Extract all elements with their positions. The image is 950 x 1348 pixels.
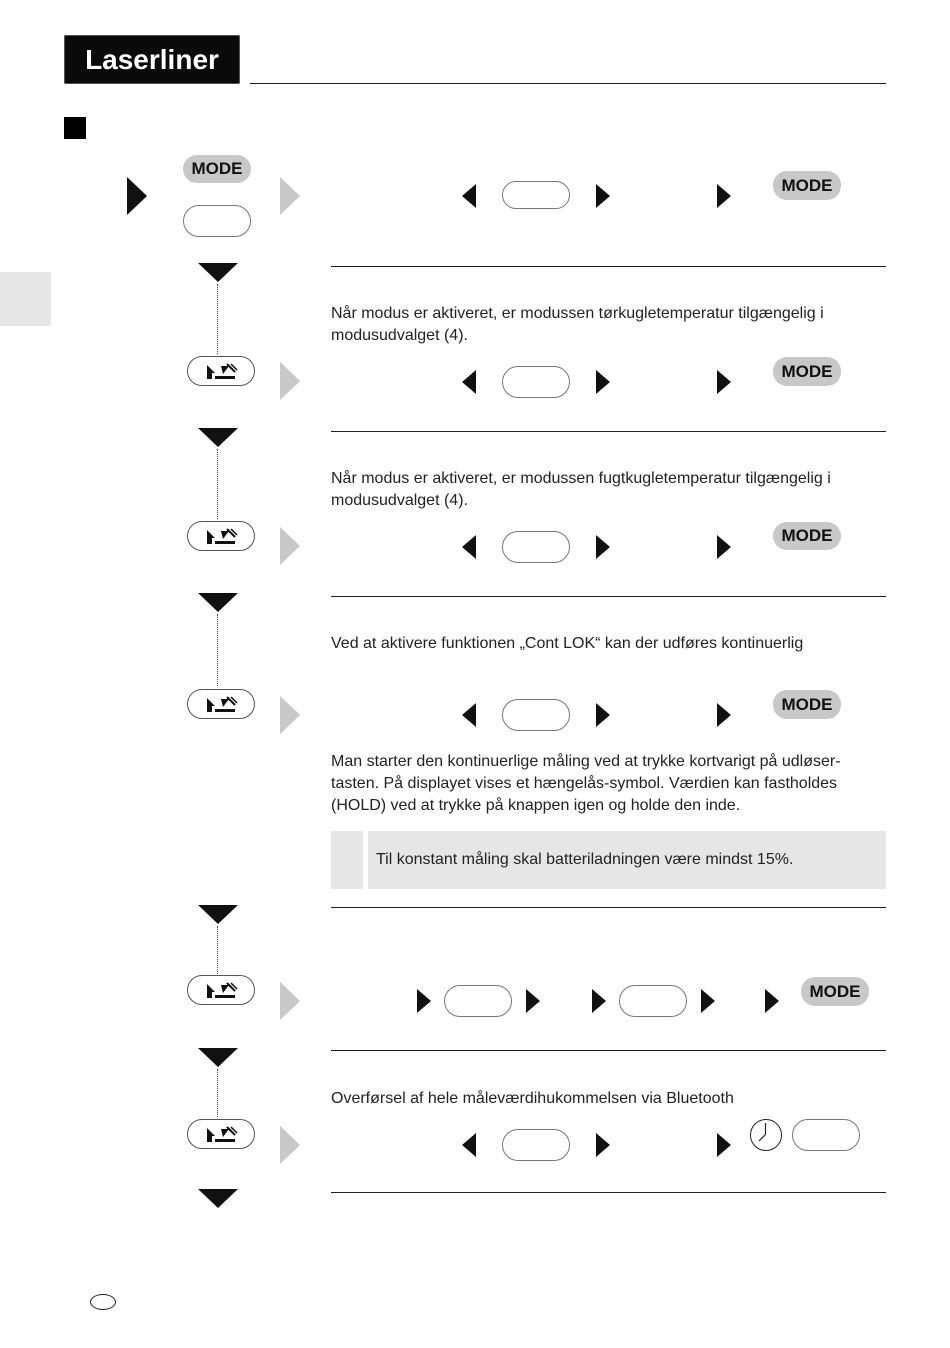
section-divider [331,1050,886,1051]
mode-button[interactable]: MODE [773,171,841,200]
arrow-left-icon [462,184,476,208]
note-separator [363,831,368,889]
arrow-right-icon [596,184,610,208]
display-value-field [444,985,512,1017]
display-value-field [502,1129,570,1161]
mode-button[interactable]: MODE [773,690,841,719]
section-text: Ved at aktivere funktionen „Cont LOK“ kan der udføres kontinuerlig [331,635,804,652]
arrow-left-icon [462,1133,476,1157]
dotted-connector [217,449,218,519]
arrow-down-icon [198,1048,238,1067]
arrow-down-icon [198,263,238,282]
trigger-button-icon [205,1125,239,1145]
mode-button[interactable]: MODE [801,977,869,1006]
arrow-right-icon [765,989,779,1013]
trigger-button[interactable] [187,356,255,386]
section-divider [331,596,886,597]
trigger-button[interactable] [187,521,255,551]
section-text: Man starter den kontinuerlige måling ved at trykke kortvarigt på udløser-tasten. På displayet vises et hængelås-symbol. Værdien kan fastholdes (HOLD) ved at trykke på knappen igen og holde den inde. [331,753,841,814]
mode-button[interactable]: MODE [773,522,841,550]
section-text: Når modus er aktiveret, er modussen tørkugletemperatur tilgængelig i modusudvalget (4). [331,305,824,344]
step-arrow-icon [280,362,300,400]
dotted-connector [217,284,218,354]
trigger-button-icon [205,527,239,547]
arrow-down-icon [198,1189,238,1208]
arrow-right-icon [596,703,610,727]
arrow-right-icon [717,1133,731,1157]
section-divider [331,266,886,267]
arrow-right-icon [417,989,431,1013]
dotted-connector [217,926,218,974]
mode-button[interactable]: MODE [183,155,251,183]
display-value-field [792,1119,860,1151]
step-arrow-icon [280,982,300,1020]
dotted-connector [217,614,218,686]
trigger-button-icon [205,981,239,1001]
trigger-button-icon [205,362,239,382]
display-value-field [502,366,570,398]
section-divider [331,907,886,908]
arrow-right-icon [596,1133,610,1157]
display-value-field [619,985,687,1017]
arrow-down-icon [198,905,238,924]
arrow-right-icon [596,535,610,559]
note-text: Til konstant måling skal batteriladningen være mindst 15%. [376,851,794,868]
trigger-button[interactable] [187,1119,255,1149]
arrow-right-icon [596,370,610,394]
brand-logo: Laserliner [64,35,240,84]
arrow-right-icon [717,535,731,559]
arrow-left-icon [462,703,476,727]
trigger-button[interactable] [187,689,255,719]
arrow-right-icon [701,989,715,1013]
arrow-right-icon [717,370,731,394]
display-field [183,205,251,237]
step-arrow-icon [280,1126,300,1164]
section-divider [331,1192,886,1193]
arrow-down-icon [198,593,238,612]
trigger-button-icon [205,695,239,715]
arrow-right-icon [717,703,731,727]
mode-button[interactable]: MODE [773,357,841,386]
arrow-right-icon [717,184,731,208]
header-rule [250,83,886,84]
display-value-field [502,531,570,563]
country-code-oval [90,1294,116,1310]
step-arrow-icon [280,527,300,565]
section-square-marker [64,117,86,139]
clock-icon [750,1119,782,1151]
display-value-field [502,699,570,731]
section-text: Overførsel af hele måleværdihukommelsen via Bluetooth [331,1090,734,1107]
arrow-left-icon [462,370,476,394]
arrow-right-icon [526,989,540,1013]
arrow-left-icon [462,535,476,559]
section-text: Når modus er aktiveret, er modussen fugtkugletemperatur tilgængelig i modusudvalget (4). [331,470,831,509]
display-value-field [502,181,570,209]
dotted-connector [217,1069,218,1117]
start-arrow-icon [127,177,147,215]
chapter-tab [0,272,51,326]
section-divider [331,431,886,432]
step-arrow-icon [280,177,300,215]
arrow-right-icon [592,989,606,1013]
arrow-down-icon [198,428,238,447]
trigger-button[interactable] [187,975,255,1005]
step-arrow-icon [280,696,300,734]
